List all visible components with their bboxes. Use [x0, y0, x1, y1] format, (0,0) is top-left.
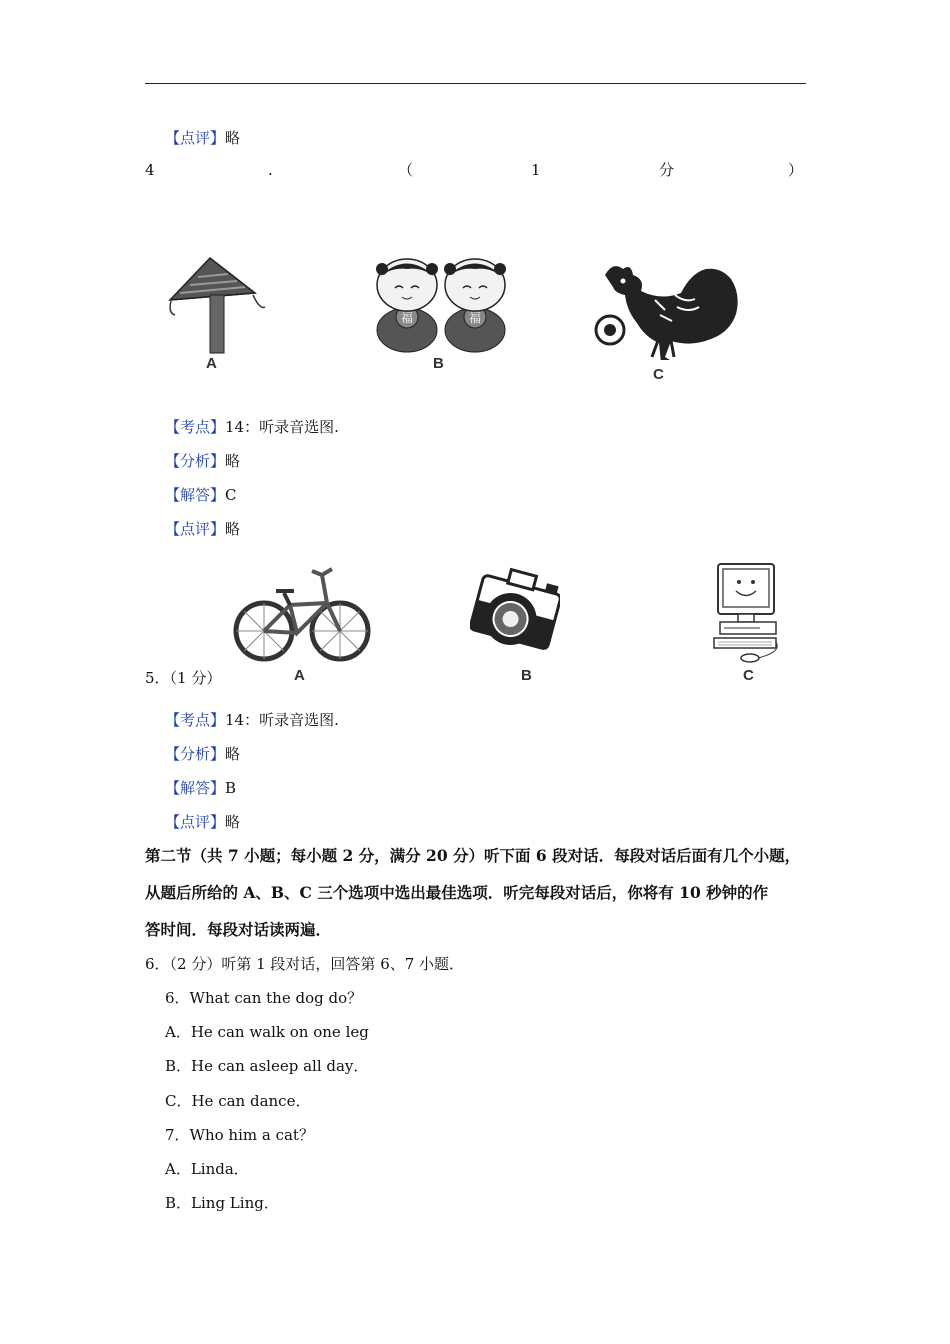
fu-dolls-icon [372, 255, 512, 355]
q4-lparen: （ [398, 161, 414, 179]
bicycle-icon [232, 563, 372, 665]
q6-option-a: A．He can walk on one leg [165, 1023, 369, 1041]
svg-text:福: 福 [400, 311, 414, 325]
q4-jieda [165, 485, 237, 505]
q6-question: 6．What can the dog do？ [165, 989, 363, 1007]
q4-dianping [165, 519, 240, 539]
section2-line2: 从题后所给的 A、B、C 三个选项中选出最佳选项．听完每段对话后，你将有 10 秒钟的作 [145, 883, 769, 902]
jieda-tag: 【解答】 [165, 779, 226, 797]
rooster-papercut-icon [585, 255, 745, 360]
kaodian-tag: 【考点】 [165, 711, 226, 729]
q4-number: 4 [145, 161, 155, 179]
q4-option-a: A [206, 355, 217, 372]
dianping-text: 略 [225, 520, 241, 538]
q4-unit: 分 [659, 161, 675, 179]
q7-option-a: A．Linda． [165, 1160, 249, 1178]
q5-jieda [165, 778, 236, 798]
section2-line3: 答时间．每段对话读两遍． [145, 920, 332, 939]
review-text: 略 [225, 129, 241, 147]
q5-label: 5．（1 分） [145, 669, 222, 687]
dianping-tag: 【点评】 [165, 813, 226, 831]
q4-fenxi [165, 451, 240, 471]
jieda-tag: 【解答】 [165, 486, 226, 504]
header-rule [145, 83, 806, 84]
q4-rparen: ） [788, 161, 804, 179]
q5-dianping [165, 812, 240, 832]
dianping-tag: 【点评】 [165, 520, 226, 538]
fenxi-tag: 【分析】 [165, 452, 226, 470]
jieda-text: B [225, 779, 237, 797]
fenxi-text: 略 [225, 452, 241, 470]
q5-kaodian [165, 710, 339, 730]
jieda-text: C [225, 486, 237, 504]
q7-question: 7．Who him a cat？ [165, 1126, 314, 1144]
q4-score: 1 [531, 161, 541, 179]
fenxi-text: 略 [225, 745, 241, 763]
dianping-text: 略 [225, 813, 241, 831]
svg-text:福: 福 [468, 311, 482, 325]
q5-option-c: C [743, 667, 754, 684]
q7-option-b: B．Ling Ling． [165, 1194, 279, 1212]
q5-option-b: B [521, 667, 532, 684]
kaodian-text: 14：听录音选图. [225, 418, 339, 436]
q6-intro: 6．（2 分）听第 1 段对话，回答第 6、7 小题． [145, 955, 465, 973]
camera-icon [470, 562, 560, 666]
section2-line1: 第二节（共 7 小题；每小题 2 分，满分 20 分）听下面 6 段对话．每段对话后面有几个小题， [145, 846, 801, 865]
q5-fenxi [165, 744, 240, 764]
q4-kaodian [165, 417, 339, 437]
kaodian-tag: 【考点】 [165, 418, 226, 436]
q4-option-b: B [433, 355, 444, 372]
review-tag: 【点评】 [165, 129, 226, 147]
q6-option-c: C．He can dance． [165, 1092, 311, 1110]
kaodian-text: 14：听录音选图. [225, 711, 339, 729]
q3-review [165, 128, 240, 148]
fenxi-tag: 【分析】 [165, 745, 226, 763]
q4-option-c: C [653, 366, 664, 383]
computer-icon [710, 562, 786, 666]
kite-icon [165, 255, 275, 355]
q4-dot: . [268, 161, 273, 179]
q5-option-a: A [294, 667, 305, 684]
q6-option-b: B．He can asleep all day． [165, 1057, 369, 1075]
